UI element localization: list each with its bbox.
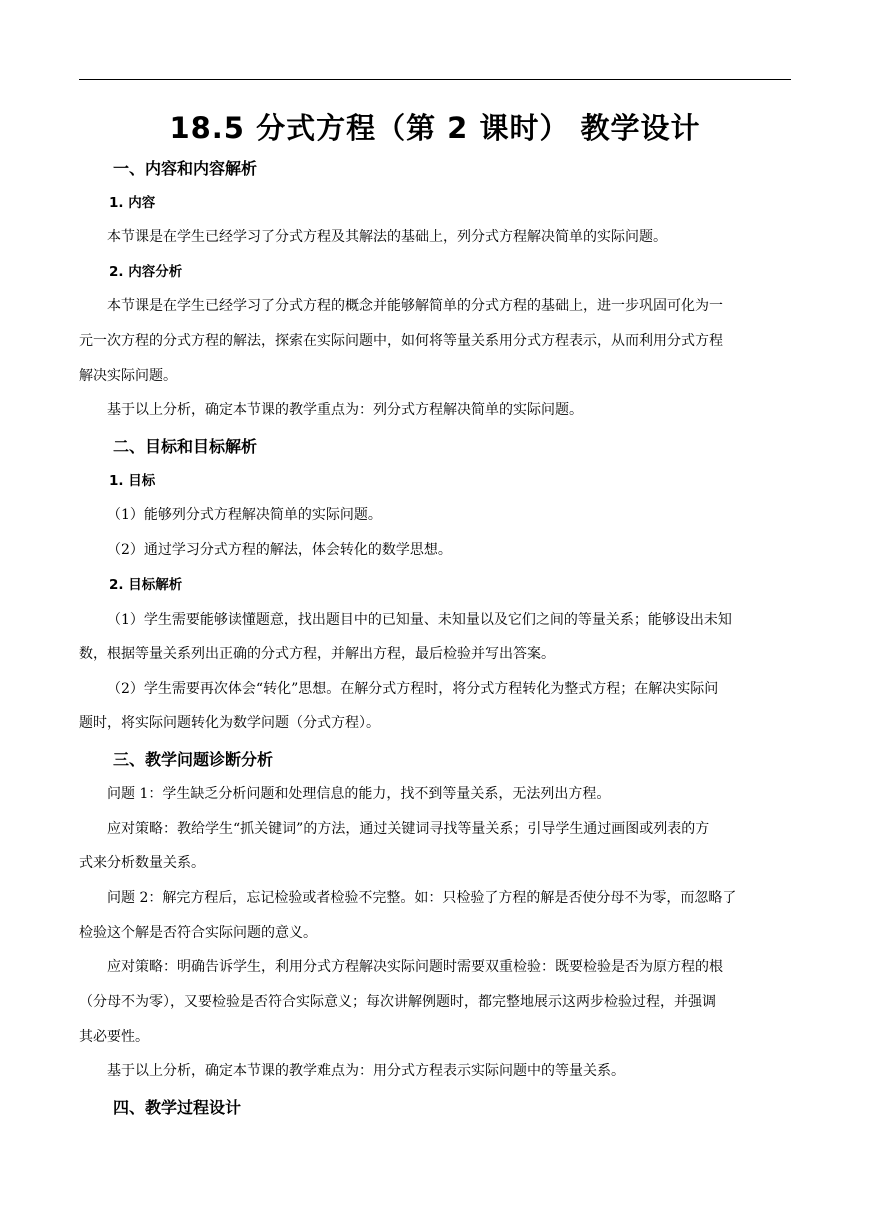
section-heading-2: 二、目标和目标解析 — [113, 437, 258, 456]
section-heading-1: 一、内容和内容解析 — [113, 159, 258, 178]
header-rule — [79, 79, 791, 80]
subheading-content-analysis: 2. 内容分析 — [109, 264, 183, 280]
paragraph-line: 式来分析数量关系。 — [79, 855, 205, 871]
paragraph-line: 解决实际问题。 — [79, 368, 177, 384]
subheading-content: 1. 内容 — [109, 195, 156, 211]
paragraph: 基于以上分析，确定本节课的教学重点为：列分式方程解决简单的实际问题。 — [107, 402, 583, 418]
paragraph: 基于以上分析，确定本节课的教学难点为：用分式方程表示实际问题中的等量关系。 — [107, 1063, 625, 1079]
paragraph-line: 元一次方程的分式方程的解法，探索在实际问题中，如何将等量关系用分式方程表示，从而利用分式方程 — [79, 333, 723, 349]
paragraph-line: 本节课是在学生已经学习了分式方程的概念并能够解简单的分式方程的基础上，进一步巩固可化为一 — [107, 298, 723, 314]
paragraph-line: 应对策略：教给学生“抓关键词”的方法，通过关键词寻找等量关系；引导学生通过画图或列表的方 — [107, 821, 710, 837]
goal-item: （1）能够列分式方程解决简单的实际问题。 — [107, 507, 382, 523]
paragraph-line: （2）学生需要再次体会“转化”思想。在解分式方程时，将分式方程转化为整式方程；在解决实际问 — [107, 681, 719, 697]
subheading-goals: 1. 目标 — [109, 473, 156, 489]
subheading-goal-analysis: 2. 目标解析 — [109, 577, 183, 593]
section-heading-4: 四、教学过程设计 — [113, 1098, 242, 1117]
paragraph-line: （1）学生需要能够读懂题意，找出题目中的已知量、未知量以及它们之间的等量关系；能够设出未知 — [107, 612, 732, 628]
paragraph-line: 问题 2：解完方程后，忘记检验或者检验不完整。如：只检验了方程的解是否使分母不为零，而忽略了 — [107, 890, 737, 906]
paragraph-line: 检验这个解是否符合实际问题的意义。 — [79, 925, 317, 941]
goal-item: （2）通过学习分式方程的解法，体会转化的数学思想。 — [107, 542, 452, 558]
paragraph-line: （分母不为零），又要检验是否符合实际意义；每次讲解例题时，都完整地展示这两步检验过程，并强调 — [79, 994, 716, 1010]
paragraph-line: 应对策略：明确告诉学生，利用分式方程解决实际问题时需要双重检验：既要检验是否为原方程的根 — [107, 959, 723, 975]
page-title: 18.5 分式方程（第 2 课时） 教学设计 — [169, 111, 701, 145]
paragraph: 问题 1：学生缺乏分析问题和处理信息的能力，找不到等量关系，无法列出方程。 — [107, 786, 611, 802]
paragraph-line: 其必要性。 — [79, 1029, 149, 1045]
paragraph-line: 数，根据等量关系列出正确的分式方程，并解出方程，最后检验并写出答案。 — [79, 646, 555, 662]
section-heading-3: 三、教学问题诊断分析 — [113, 750, 274, 769]
paragraph: 本节课是在学生已经学习了分式方程及其解法的基础上，列分式方程解决简单的实际问题。 — [107, 229, 667, 245]
paragraph-line: 题时，将实际问题转化为数学问题（分式方程）。 — [79, 715, 380, 731]
